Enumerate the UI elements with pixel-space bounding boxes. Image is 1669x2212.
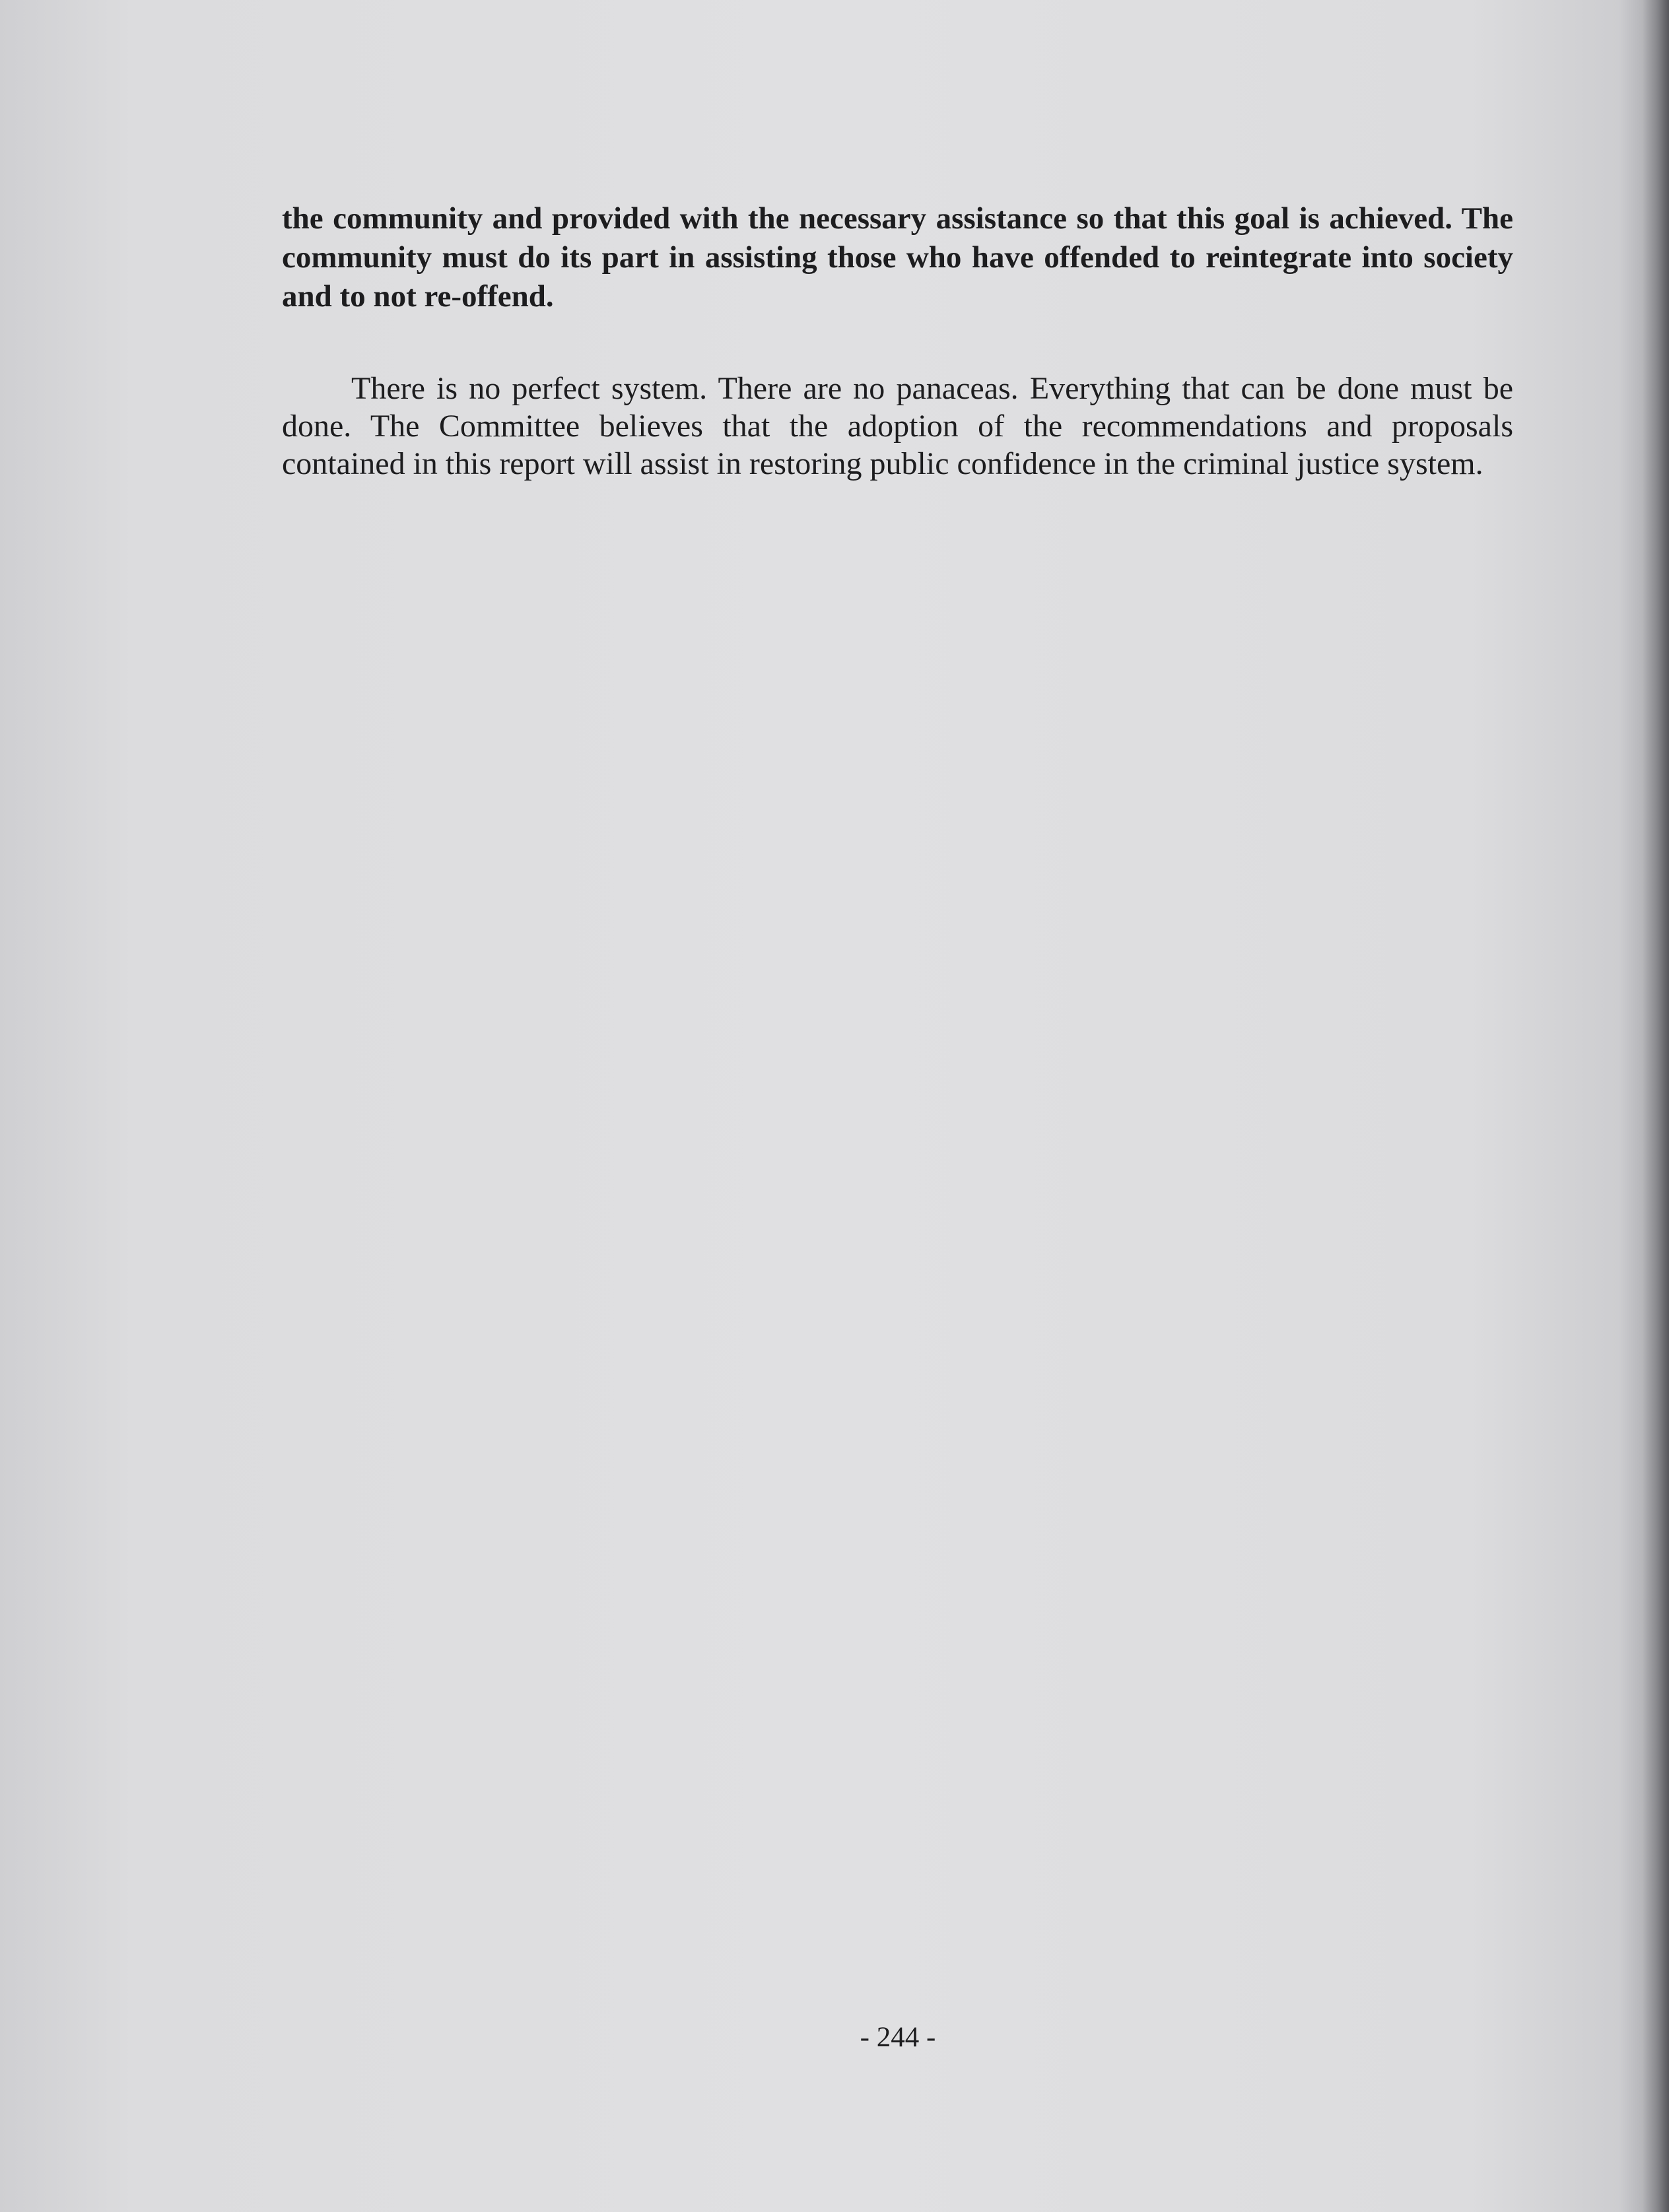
page-edge-shadow bbox=[1643, 0, 1669, 2212]
paragraph-bold-continuation: the community and provided with the necessary assistance so that this goal is achieved. The community must do its part in assisting those who have offended to reintegrate into society and to not re-offend. bbox=[282, 201, 1513, 314]
page-number: - 244 - bbox=[860, 2022, 936, 2053]
paragraph-conclusion: There is no perfect system. There are no panaceas. Everything that can be done must be done. The Committee believes that the adoption of the recommendations and proposals contained in this report will assist in restoring public confidence in the criminal justice system. bbox=[282, 371, 1513, 481]
